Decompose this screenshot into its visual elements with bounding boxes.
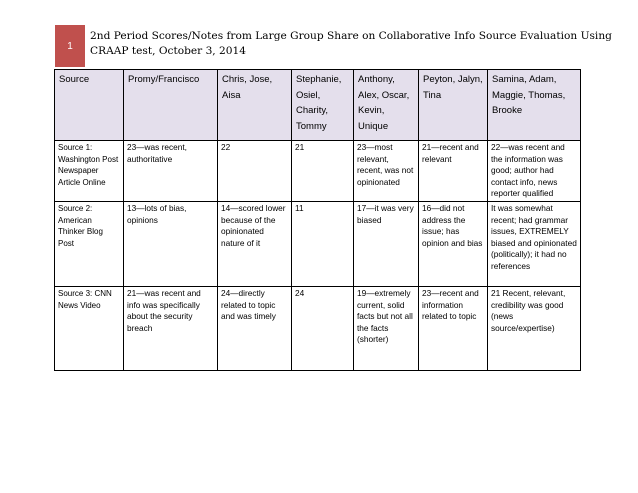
table-row — [55, 141, 581, 202]
table-cell: 24 — [292, 287, 354, 371]
scores-table — [54, 69, 581, 371]
header-group-stephanie: Stephanie, Osiel, Charity, Tommy — [292, 70, 354, 141]
header-group-anthony: Anthony, Alex, Oscar, Kevin, Unique — [354, 70, 419, 141]
table-cell: 21 — [292, 141, 354, 202]
table-cell: 17—it was very biased — [354, 202, 419, 287]
table-cell: 23—most relevant, recent, was not opinionated — [354, 141, 419, 202]
header-group-promy-francisco: Promy/Francisco — [124, 70, 218, 141]
table-cell: 11 — [292, 202, 354, 287]
table-cell: 14—scored lower because of the opinionated nature of it — [218, 202, 292, 287]
row-source-cell: Source 1: Washington Post Newspaper Article Online — [55, 141, 124, 202]
title-line-2: CRAAP test, October 3, 2014 — [90, 45, 247, 57]
table-cell: 23—was recent, authoritative — [124, 141, 218, 202]
table-cell: 23—recent and information related to topic — [419, 287, 488, 371]
table-cell: It was somewhat recent; had grammar issues, EXTREMELY biased and opinionated (politically); it had no references — [488, 202, 581, 287]
header-source: Source — [55, 70, 124, 141]
header-group-samina: Samina, Adam, Maggie, Thomas, Brooke — [488, 70, 581, 141]
table-cell: 21 Recent, relevant, credibility was good (news source/expertise) — [488, 287, 581, 371]
table-cell: 21—was recent and info was specifically about the security breach — [124, 287, 218, 371]
header-group-chris-jose-aisa: Chris, Jose, Aisa — [218, 70, 292, 141]
title-line-1: 2nd Period Scores/Notes from Large Group Share on Collaborative Info Source Evaluation Using — [90, 30, 612, 42]
table-cell: 22 — [218, 141, 292, 202]
table-row — [55, 287, 581, 371]
row-source-cell: Source 2: American Thinker Blog Post — [55, 202, 124, 287]
row-source-cell: Source 3: CNN News Video — [55, 287, 124, 371]
table-row — [55, 202, 581, 287]
document-title — [90, 29, 612, 59]
table-cell: 16—did not address the issue; has opinion and bias — [419, 202, 488, 287]
table-header-row — [55, 70, 581, 141]
table-cell: 19—extremely current, solid facts but not all the facts (shorter) — [354, 287, 419, 371]
page-number-badge: 1 — [55, 25, 85, 67]
table-cell: 13—lots of bias, opinions — [124, 202, 218, 287]
header-group-peyton: Peyton, Jalyn, Tina — [419, 70, 488, 141]
table-cell: 22—was recent and the information was good; author had contact info, news reporter qualified — [488, 141, 581, 202]
table-cell: 24—directly related to topic and was timely — [218, 287, 292, 371]
table-cell: 21—recent and relevant — [419, 141, 488, 202]
